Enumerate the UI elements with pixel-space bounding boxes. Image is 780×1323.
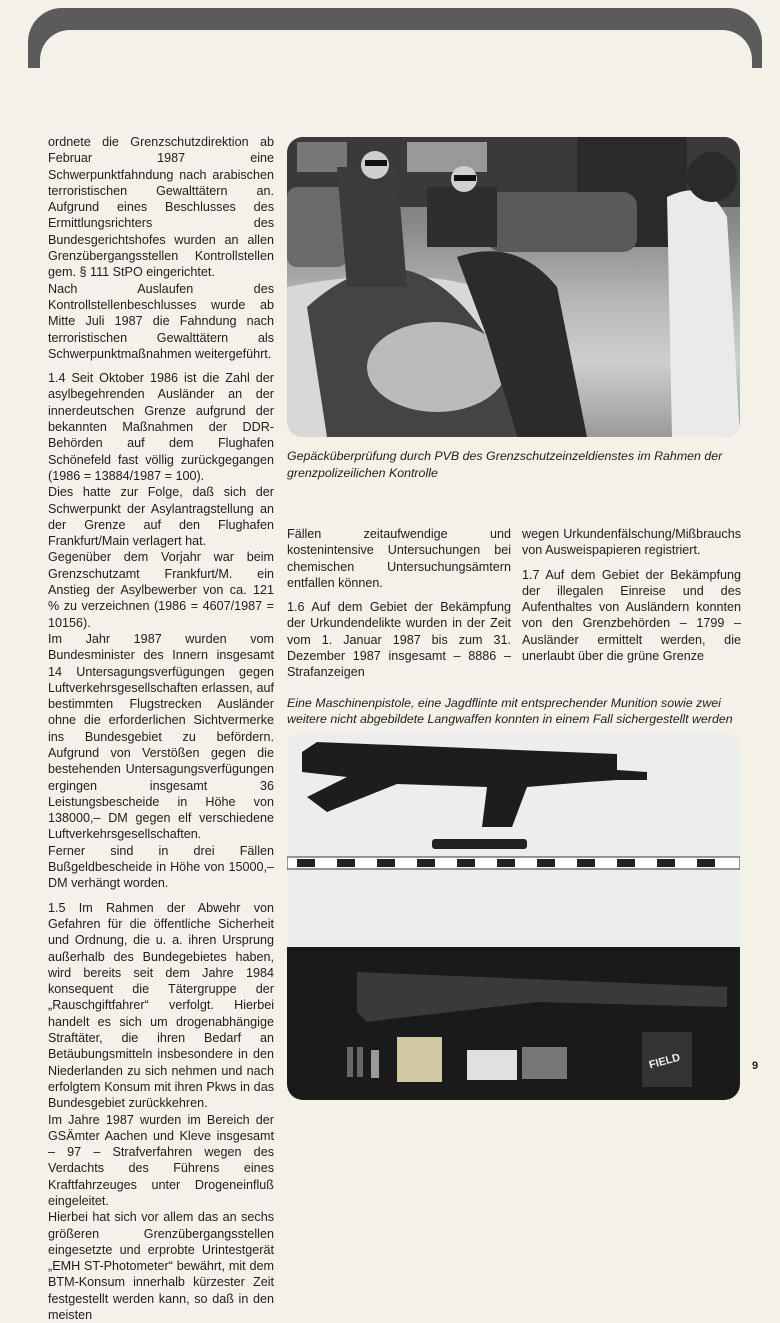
paragraph: 1.4 Seit Oktober 1986 ist die Zahl der asylbegehrenden Ausländer an der innerdeutschen Grenze aufgrund der bekannten Maßnahmen der DDR-Behörden auf dem Flughafen Schönefeld fast völlig zurückgegangen (1986 = 13884/1987 = 100).	[48, 371, 274, 483]
photo-caption: Gepäcküberprüfung durch PVB des Grenzschutzeinzeldienstes im Rahmen der grenzpolizeilichen Kontrolle	[287, 449, 723, 480]
right-column	[522, 526, 741, 664]
paragraph: Ferner sind in drei Fällen Bußgeldbescheide in Höhe von 15000,– DM verhängt worden.	[48, 843, 274, 891]
page-number: 9	[752, 1060, 759, 1072]
photo-seized-weapons	[287, 732, 740, 1100]
paragraph: Gegenüber dem Vorjahr war beim Grenzschutzamt Frankfurt/M. ein Anstieg der Asylbewerber von ca. 121 % zu verzeichnen (1986 = 4607/1987 = 10156).	[48, 550, 274, 630]
paragraph: Im Jahr 1987 wurden vom Bundesminister des Innern insgesamt 14 Untersagungsverfügungen gegen Luftverkehrsgesellschaften erlassen, auf bestimmten Flugstrecken Ausländer ohne die erforderlichen Sichtvermerke ins Bundesgebiet zu befördern. Aufgrund von Verstößen gegen die bestehenden Untersagungsverfügungen ergingen insgesamt 36 Leistungsbescheide in Höhe von 138000,– DM gegen elf verschiedene Luftverkehrsgesellschaften.	[48, 631, 274, 842]
ammo-box-label: FIELD	[647, 1051, 682, 1072]
photo-luggage-inspection	[287, 137, 740, 437]
paragraph: Dies hatte zur Folge, daß sich der Schwerpunkt der Asylantragstellung an der Grenze auf den Flughafen Frankfurt/Main verlagert hat.	[48, 485, 274, 549]
paragraph: 1.6 Auf dem Gebiet der Bekämpfung der Urkundendelikte wurden in der Zeit vom 1. Januar 1987 bis zum 31. Dezember 1987 insgesamt – 8886 – Strafanzeigen	[287, 600, 511, 680]
paragraph: 1.5 Im Rahmen der Abwehr von Gefahren für die öffentliche Sicherheit und Ordnung, die u. a. ihren Ursprung außerhalb des Bundegebietes haben, wird bereits seit dem Jahre 1984 konsequent die Tätergruppe der „Rauschgiftfahrer“ verfolgt. Hierbei handelt es sich um drogenabhängige Straftäter, die ihren Bedarf an Betäubungsmitteln insbesondere in den Niederlanden zu sich nehmen und nach erfolgtem Konsum mit ihren Pkws in das Bundesgebiet zurückkehren.	[48, 900, 274, 1111]
photo-caption: Eine Maschinenpistole, eine Jagdflinte mit entsprechender Munition sowie zwei weitere nicht abgebildete Langwaffen konnten in einem Fall sichergestellt werden	[287, 695, 733, 727]
middle-column	[287, 526, 511, 681]
paragraph: ordnete die Grenzschutzdirektion ab Februar 1987 eine Schwerpunktfahndung nach arabischen terroristischen Gewalttätern an. Aufgrund eines Beschlusses des Ermittlungsrichters des Bundesgerichtshofes wurden an allen Grenzübergangsstellen Kontrollstellen gem. § 111 StPO eingerichtet.	[48, 135, 274, 280]
paragraph: Hierbei hat sich vor allem das an sechs größeren Grenzübergangsstellen eingesetzte und erprobte Urintestgerät „EMH ST-Photometer“ bewährt, mit dem BTM-Konsum innerhalb kürzester Zeit festgestellt werden kann, so daß in den meisten	[48, 1210, 274, 1323]
paragraph: Nach Auslaufen des Kontrollstellenbeschlusses wurde ab Mitte Juli 1987 die Fahndung nach terroristischen Gewalttätern als Schwerpunktmaßnahmen weitergeführt.	[48, 281, 274, 361]
paragraph: Fällen zeitaufwendige und kostenintensive Untersuchungen bei chemischen Untersuchungsämtern entfallen können.	[287, 527, 511, 590]
right-flow	[287, 526, 741, 1100]
paragraph: wegen Urkundenfälschung/Mißbrauchs von Ausweispapieren registriert.	[522, 527, 741, 558]
text-columns	[287, 526, 741, 681]
paragraph: Im Jahre 1987 wurden im Bereich der GSÄmter Aachen und Kleve insgesamt – 97 – Strafverfahren wegen des Verdachts des Führens eines Kraftfahrzeuges unter Drogeneinfluß eingeleitet.	[48, 1112, 274, 1208]
paragraph: 1.7 Auf dem Gebiet der Bekämpfung der illegalen Einreise und des Aufenthaltes von Ausländern konnten von den Grenzbehörden – 1799 – Ausländer ermittelt werden, die unerlaubt über die grüne Grenze	[522, 567, 741, 664]
left-column	[48, 134, 274, 1323]
header-banner-inner	[40, 30, 752, 90]
